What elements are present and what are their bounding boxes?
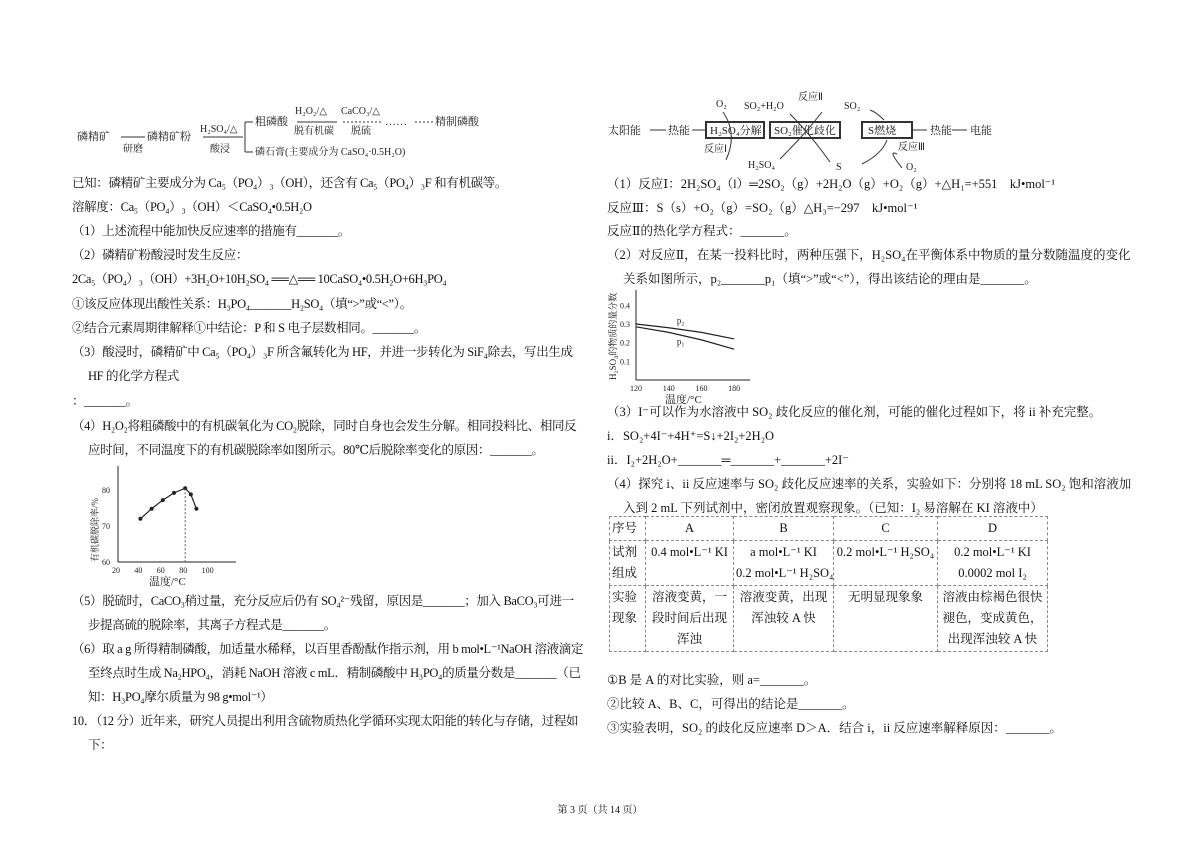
cycle-box: H₂SO₄分解 [710,125,762,137]
data-point [194,507,198,511]
x-tick-label: 180 [728,384,741,393]
text-line: 应时间，不同温度下的有机碳脱除率如图所示。80℃后脱除率变化的原因：_______。 [88,443,544,457]
table-cell: 0.4 mol•L⁻¹ KI [646,541,734,586]
y-axis-label: 有机碳脱除率/% [90,498,100,562]
experiment-table [609,516,1048,652]
cycle-label: O₂ [906,162,917,173]
table-cell: D [938,517,1048,541]
removal-rate-chart [80,462,250,587]
text-line: 下： [88,738,113,752]
cycle-label: H₂SO₄ [748,160,775,171]
text-line: （6）取 a g 所得精制磷酸，加适量水稀释，以百里香酚酞作指示剂，用 b mol•L⁻¹NaOH 溶液滴定 [72,642,584,656]
data-point [150,507,154,511]
flow-step: H₂O₂/△ [295,106,327,117]
table-cell: 无明显现象象 [834,586,938,652]
table-cell: 试剂组成 [610,541,646,586]
y-tick-label: 0.4 [620,301,630,311]
table-cell: 溶液变黄，出现浑浊较 A 快 [734,586,834,652]
data-point [161,498,165,502]
flow-node: 精制磷酸 [435,116,479,128]
cycle-label: 反应Ⅰ [704,144,727,155]
text-line: ：_______。 [72,394,138,408]
cycle-label: 太阳能 [608,125,641,137]
table-cell: 实验现象 [610,586,646,652]
text-line: （3）I⁻可以作为水溶液中 SO₂ 歧化反应的催化剂，可能的催化过程如下，将 ii 补充完整。 [607,405,1102,419]
cycle-label: 反应Ⅲ [898,142,925,153]
page-footer: 第 3 页（共 14 页） [557,805,643,816]
flow-step: 酸浸 [210,144,230,155]
cycle-label: 反应Ⅱ [798,92,823,103]
text-line: 已知：磷精矿主要成分为 Ca₅（PO₄）₃（OH），还含有 Ca₅（PO₄）₃F 和有机碳等。 [72,176,508,190]
x-tick-label: 40 [134,566,143,575]
text-line: 关系如图所示，p₂_______p₁（填“>”或“<”），得出该结论的理由是_______。 [623,272,1037,286]
y-axis-label: H₂SO₄的物质的量分数 [608,292,618,380]
text-line: ii．I₂+2H₂O+_______═_______+_______+2I⁻ [607,453,849,467]
text-line: 溶解度：Ca₅（PO₄）₃（OH）＜CaSO₄•0.5H₂O [72,200,312,214]
sulfur-cycle-diagram [608,90,1038,174]
x-tick-label: 100 [201,566,214,575]
x-tick-label: 120 [630,384,642,393]
flow-step: 脱有机碳 [294,126,334,137]
text-line: 10．（12 分）近年来，研究人员提出利用含硫物质热化学循环实现太阳能的转化与存储，过程如 [72,714,579,728]
y-tick-label: 0.1 [620,357,630,367]
table-cell: a mol•L⁻¹ KI 0.2 mol•L⁻¹ H₂SO₄ [734,541,834,586]
text-line: ②比较 A、B、C，可得出的结论是_______。 [607,697,855,711]
cycle-box: S燃烧 [868,125,897,137]
table-cell: A [646,517,734,541]
x-tick-label: 80 [179,566,188,575]
series-label: p₁ [676,336,685,347]
text-line: 入到 2 mL 下列试剂中，密闭放置观察现象。（已知：I₂ 易溶解在 KI 溶液中） [623,501,1043,515]
text-line: ①B 是 A 的对比实验，则 a=_______。 [607,673,817,687]
text-line: ②结合元素周期律解释①中结论：P 和 S 电子层数相同。_______。 [72,321,426,335]
flow-node: 粗磷酸 [255,116,288,128]
x-axis-label: 温度/°C [665,394,702,406]
y-tick-label: 0.2 [620,338,630,348]
text-line: 知：H₃PO₄摩尔质量为 98 g•mol⁻¹） [88,690,273,704]
cycle-label: SO₂ [844,101,861,112]
flow-node: 磷精矿 [77,131,110,143]
h2so4-fraction-chart [608,288,758,406]
cycle-label: 热能 [930,125,952,137]
x-tick-label: 140 [662,384,675,393]
data-point [189,492,193,496]
text-line: ③实验表明，SO₂ 的歧化反应速率 D＞A．结合 i，ii 反应速率解释原因：_______。 [607,721,1063,735]
text-line: （1）反应Ⅰ：2H₂SO₄（l）═2SO₂（g）+2H₂O（g）+O₂（g）+△H₁=+551 kJ•mol⁻¹ [607,177,1056,191]
text-line: （4）探究 i、ii 反应速率与 SO₂ 歧化反应速率的关系，实验如下：分别将 18 mL SO₂ 饱和溶液加 [607,477,1132,491]
y-tick-label: 80 [102,486,110,495]
y-tick-label: 0.3 [620,320,630,329]
table-cell: 溶液由棕褐色很快褪色，变成黄色，出现浑浊较 A 快 [938,586,1048,652]
x-axis-label: 温度/°C [149,576,186,588]
text-line: 2Ca₅（PO₄）₃（OH）+3H₂O+10H₂SO₄ ══△══ 10CaSO₄•0.5H₂O+6H₃PO₄ [72,272,447,286]
flow-node: 磷石膏(主要成分为 CaSO₄·0.5H₂O) [255,147,406,158]
cycle-label: SO₂+H₂O [744,101,784,112]
cycle-label: 电能 [970,125,992,137]
text-line: 步提高硫的脱除率，其离子方程式是_______。 [88,618,336,632]
text-line: 至终点时生成 Na₂HPO₄，消耗 NaOH 溶液 c mL．精制磷酸中 H₃PO₄的质量分数是_______（已 [88,666,581,680]
text-line: （5）脱硫时，CaCO₃稍过量，充分反应后仍有 SO₄²⁻残留，原因是_______；加入 BaCO₃可进一 [72,594,574,608]
flow-step: 脱硫 [351,126,371,137]
table-cell: 0.2 mol•L⁻¹ KI 0.0002 mol I₂ [938,541,1048,586]
text-line: 反应Ⅲ：S（s）+O₂（g）=SO₂（g）△H₃=−297 kJ•mol⁻¹ [607,201,918,215]
flow-step: H₂SO₄/△ [200,124,238,135]
data-point [172,491,176,495]
text-line: （1）上述流程中能加快反应速率的措施有_______。 [72,224,351,238]
cycle-label: O₂ [716,99,727,110]
x-tick-label: 20 [112,566,120,575]
table-row [610,541,1048,586]
x-tick-label: 160 [695,384,708,393]
flow-step: …… [385,116,407,128]
y-tick-label: 60 [102,558,110,567]
flow-node: 磷精矿粉 [147,131,191,143]
table-cell: 0.2 mol•L⁻¹ H₂SO₄ [834,541,938,586]
cycle-label: S [836,162,842,173]
table-cell: 溶液变黄，一段时间后出现浑浊 [646,586,734,652]
table-cell: C [834,517,938,541]
table-cell: 序号 [610,517,646,541]
text-line: i．SO₂+4I⁻+4H⁺=S↓+2I₂+2H₂O [607,429,775,443]
flow-step: 研磨 [123,144,143,155]
table-cell: B [734,517,834,541]
x-tick-label: 60 [156,566,165,575]
text-line: 反应Ⅱ的热化学方程式：_______。 [607,224,797,238]
cycle-box: SO₂催化歧化 [774,125,836,137]
table-row [610,586,1048,652]
y-tick-label: 70 [102,522,110,531]
data-point [138,517,142,521]
cycle-label: 热能 [668,125,690,137]
table-header-row [610,517,1048,541]
flow-step: CaCO₃/△ [341,106,380,117]
text-line: （2）磷精矿粉酸浸时发生反应： [72,248,249,262]
text-line: （2）对反应Ⅱ，在某一投料比时，两种压强下，H₂SO₄在平衡体系中物质的量分数随温度的变化 [607,248,1131,262]
text-line: HF 的化学方程式 [88,369,179,383]
text-line: （3）酸浸时，磷精矿中 Ca₅（PO₄）₃F 所含氟转化为 HF，并进一步转化为 SiF₄除去，写出生成 [72,345,573,359]
series-label: p₂ [676,315,685,326]
process-flow-diagram [75,100,555,165]
series-line [140,488,196,519]
text-line: ①该反应体现出酸性关系：H₃PO₄_______H₂SO₄（填“>”或“<”）。 [72,297,412,311]
text-line: （4）H₂O₂将粗磷酸中的有机碳氧化为 CO₂脱除，同时自身也会发生分解。相同投料比、相同反 [72,419,577,433]
